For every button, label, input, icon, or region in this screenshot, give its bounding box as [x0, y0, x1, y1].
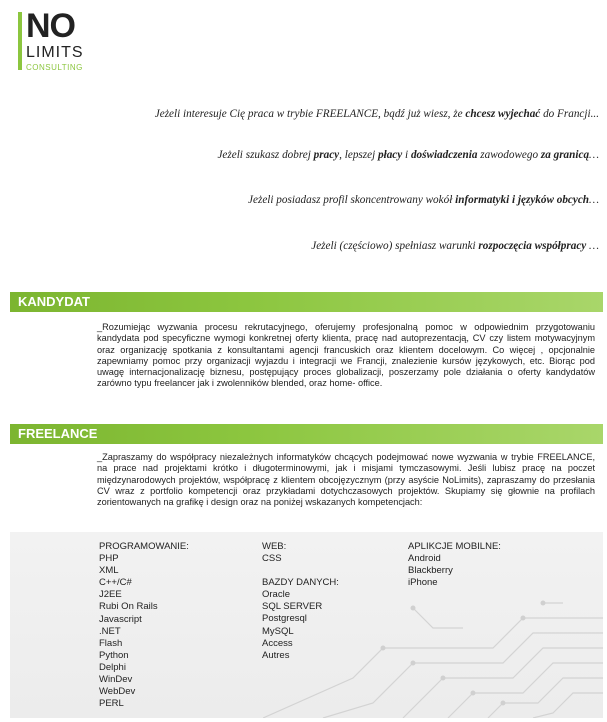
- logo-consulting: CONSULTING: [26, 63, 83, 72]
- intro-fragment: Jeżeli szukasz dobrej: [217, 149, 314, 161]
- company-logo: [12, 6, 112, 80]
- web-list: [262, 553, 339, 565]
- skill-item: XML: [99, 565, 119, 577]
- skill-item: Android: [408, 553, 441, 565]
- skill-item: Blackberry: [408, 565, 453, 577]
- intro-fragment: do Francji...: [540, 108, 599, 120]
- skill-item: Delphi: [99, 661, 126, 673]
- mobile-heading: APLIKCJE MOBILNE:: [408, 541, 501, 552]
- intro-line-1: [155, 108, 599, 120]
- intro-fragment: pracy: [313, 149, 340, 161]
- skill-item: Autres: [262, 649, 290, 661]
- skills-column-web-db: [262, 541, 339, 662]
- intro-fragment: , lepszej: [339, 149, 378, 161]
- intro-fragment: Jeżeli (częściowo) spełniasz warunki: [311, 240, 479, 252]
- skill-item: Python: [99, 649, 129, 661]
- intro-fragment: Jeżeli posiadasz profil skoncentrowany wokół: [248, 194, 456, 206]
- skills-column-mobile: [408, 541, 501, 589]
- skill-item: Postgresql: [262, 613, 307, 625]
- freelance-paragraph: _Zapraszamy do współpracy niezależnych informatyków chcących podejmować nowe wyzwania w trybie FREELANCE, na prace nad projektami krótko i długoterminowymi, jak i misjami tymczasowymi. Jeśli lubisz pracę na poczet międzynarodowych projektów, współpracę z klientem obcojęzycznym (przy asyście NoLimits), zapraszamy do przesłania CV wraz z portfolio kompetencji oraz przykładami dotychczasowych projektów. Skupiamy się głownie na profilach zorientowanych na grafikę i design oraz na poniżej wskazanych kompetencjach:: [97, 452, 595, 508]
- skill-item: PERL: [99, 698, 124, 710]
- logo-no: [26, 6, 75, 46]
- skill-item: PHP: [99, 553, 119, 565]
- intro-fragment: płacy: [378, 149, 403, 161]
- skill-item: WinDev: [99, 674, 133, 686]
- mobile-list: [408, 553, 501, 589]
- intro-fragment: i: [402, 149, 411, 161]
- databases-heading: BAZDY DANYCH:: [262, 577, 339, 589]
- intro-fragment: informatyki i języków obcych: [455, 194, 590, 206]
- skill-item: Oracle: [262, 589, 290, 601]
- skill-item: CSS: [262, 553, 282, 565]
- intro-fragment: Jeżeli interesuje Cię praca w trybie FREELANCE, bądź już wiesz, że: [154, 108, 466, 120]
- databases-list: [262, 589, 339, 662]
- intro-line-4: [311, 240, 599, 252]
- logo-bar: [18, 12, 22, 70]
- programming-list: [99, 553, 189, 710]
- intro-fragment: zawodowego: [477, 149, 541, 161]
- skill-item: .NET: [99, 625, 121, 637]
- intro-fragment: za granicą: [540, 149, 590, 161]
- skill-item: iPhone: [408, 577, 438, 589]
- skill-item: C++/C#: [99, 577, 132, 589]
- web-heading: WEB:: [262, 541, 287, 552]
- intro-fragment: …: [589, 149, 599, 161]
- intro-fragment: …: [586, 240, 599, 252]
- skill-item: J2EE: [99, 589, 122, 601]
- section-title-kandydat: KANDYDAT: [10, 292, 603, 312]
- intro-line-3: [248, 194, 599, 206]
- skill-item: WebDev: [99, 686, 136, 698]
- skills-column-programming: [99, 541, 189, 710]
- intro-fragment: chcesz wyjechać: [465, 108, 541, 120]
- kandydat-paragraph: _Rozumiejąc wyzwania procesu rekrutacyjnego, oferujemy profesjonalną pomoc w odpowiednim przygotowaniu kandydata pod specyficzne wymogi konkretnej oferty klienta, pracę nad autoprezentacją, CV czy listem motywacyjnym oraz organizację spotkania z konsultantami agencji francuskich oraz klientem docelowym. Co więcej , opcjonalnie zapewniamy pomoc przy organizacji wyjazdu i integracji we Francji, znalezienie kursów językowych, etc. Biorąc pod uwagę internacjonalizację biznesu, postępujący proces globalizacji, poszerzamy pole działania o oferty kandydatów zarówno typu freelancer jak i zwolenników blended, oraz home- office.: [97, 322, 595, 389]
- intro-fragment: doświadczenia: [410, 149, 478, 161]
- skill-item: Rubi On Rails: [99, 601, 158, 613]
- logo-no-text: NO: [26, 7, 75, 45]
- skill-item: SQL SERVER: [262, 601, 323, 613]
- logo-limits: LIMITS: [26, 44, 84, 61]
- intro-fragment: …: [589, 194, 599, 206]
- programming-heading: PROGRAMOWANIE:: [99, 541, 189, 552]
- intro-line-2: [217, 149, 599, 161]
- skill-item: MySQL: [262, 625, 294, 637]
- skill-item: Access: [262, 637, 293, 649]
- skill-item: Flash: [99, 637, 123, 649]
- section-title-freelance: FREELANCE: [10, 424, 603, 444]
- skill-item: Javascript: [99, 613, 142, 625]
- intro-fragment: rozpoczęcia współpracy: [478, 240, 587, 252]
